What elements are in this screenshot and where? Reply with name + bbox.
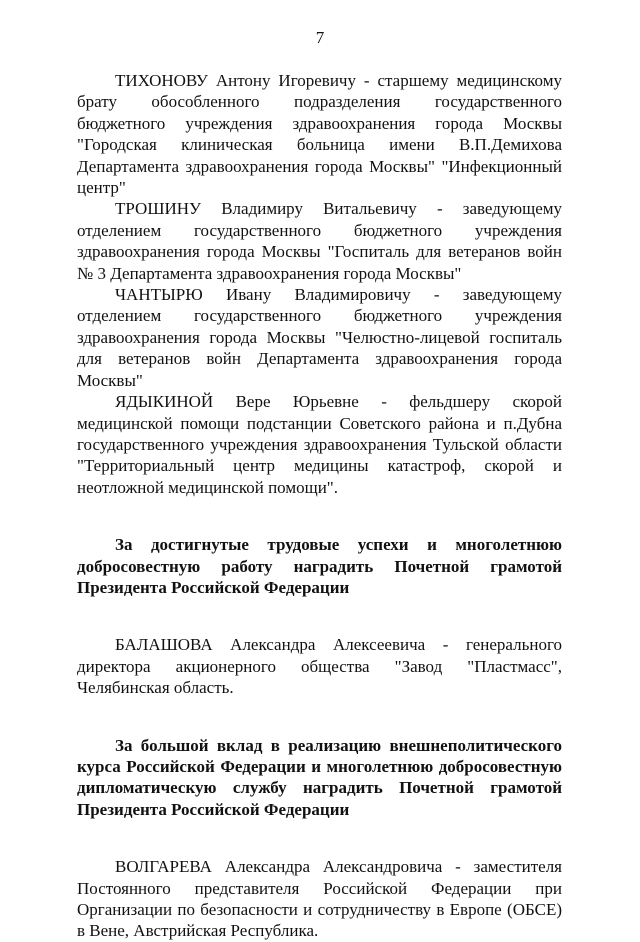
page-number: 7 [315,28,325,47]
section-heading-labor: За достигнутые трудовые успехи и многолетнюю добросовестную работу наградить Почетной грамотой Президента Российской Федерации [77,535,562,597]
document-body [77,70,562,942]
award-entry-balashov: БАЛАШОВА Александра Алексеевича - генерального директора акционерного общества "Завод "Пластмасс", Челябинская область. [77,635,562,698]
section-heading-diplomatic: За большой вклад в реализацию внешнеполитического курса Российской Федерации и многолетнюю добросовестную дипломатическую службу наградить Почетной грамотой Президента Российской Федерации [77,735,562,819]
award-entry-volgarev: ВОЛГАРЕВА Александра Александровича - заместителя Постоянного представителя Российской Федерации при Организации по безопасности и сотрудничеству в Европе (ОБСЕ) в Вене, Австрийская Республика. [77,857,562,941]
award-entry-chantyr: ЧАНТЫРЮ Ивану Владимировичу - заведующему отделением государственного бюджетного учреждения здравоохранения города Москвы "Челюстно-лицевой госпиталь для ветеранов войн Департамента здравоохранения города Москвы" [77,285,562,390]
award-entry-tikhonov: ТИХОНОВУ Антону Игоревичу - старшему медицинскому брату обособленного подразделения государственного бюджетного учреждения здравоохранения города Москвы "Городская клиническая больница имени В.П.Демихова Департамента здравоохранения города Москвы" "Инфекционный центр" [77,71,562,198]
spacer [77,598,562,634]
award-entry-troshin: ТРОШИНУ Владимиру Витальевичу - заведующему отделением государственного бюджетного учреждения здравоохранения города Москвы "Госпиталь для ветеранов войн № 3 Департамента здравоохранения города Москвы" [77,199,562,283]
spacer [77,498,562,534]
award-entry-yadykina: ЯДЫКИНОЙ Вере Юрьевне - фельдшеру скорой медицинской помощи подстанции Советского района и п.Дубна государственного учреждения здравоохранения Тульской области "Территориальный центр медицины катастроф, скорой и неотложной медицинской помощи". [77,392,562,497]
spacer [77,820,562,856]
spacer [77,699,562,735]
